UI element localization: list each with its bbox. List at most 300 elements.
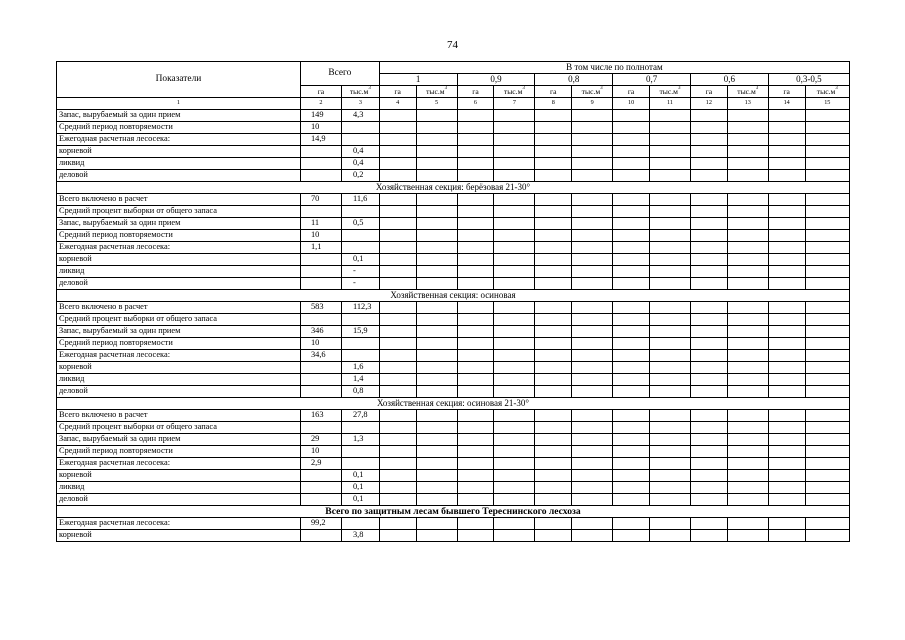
density-cell <box>690 362 727 374</box>
density-cell <box>494 146 535 158</box>
density-cell <box>727 362 768 374</box>
row-label: Запас, вырубаемый за один прием <box>57 218 301 230</box>
density-cell <box>535 266 572 278</box>
density-cell <box>494 338 535 350</box>
density-cell <box>535 206 572 218</box>
density-cell <box>572 266 613 278</box>
density-cell <box>379 494 416 506</box>
density-cell <box>572 170 613 182</box>
density-cell <box>649 110 690 122</box>
total-volume-cell <box>341 242 379 254</box>
density-cell <box>805 470 849 482</box>
density-cell <box>727 422 768 434</box>
table-row <box>57 326 850 338</box>
density-cell <box>494 218 535 230</box>
density-cell <box>649 470 690 482</box>
density-cell <box>494 530 535 542</box>
density-cell <box>690 134 727 146</box>
total-area-cell: 99,2 <box>300 518 341 530</box>
unit-volume-label: тыс.м <box>349 86 369 96</box>
density-cell <box>768 242 805 254</box>
density-cell <box>613 518 650 530</box>
density-cell <box>727 158 768 170</box>
density-cell <box>768 410 805 422</box>
density-cell <box>379 206 416 218</box>
density-cell <box>613 446 650 458</box>
row-label: Всего включено в расчет <box>57 194 301 206</box>
density-cell <box>805 218 849 230</box>
density-cell <box>416 470 457 482</box>
density-header: 0,7 <box>613 74 691 86</box>
density-cell <box>649 278 690 290</box>
table-row <box>57 458 850 470</box>
density-cell <box>690 206 727 218</box>
unit-volume-header <box>727 86 768 98</box>
density-cell <box>416 266 457 278</box>
unit-volume-header <box>341 86 379 98</box>
density-cell <box>768 422 805 434</box>
density-cell <box>379 350 416 362</box>
density-cell <box>649 218 690 230</box>
density-cell <box>494 434 535 446</box>
density-cell <box>416 446 457 458</box>
density-cell <box>690 122 727 134</box>
density-cell <box>768 134 805 146</box>
density-header: 0,6 <box>690 74 768 86</box>
total-volume-cell: 112,3 <box>341 302 379 314</box>
density-cell <box>572 410 613 422</box>
density-cell <box>535 338 572 350</box>
total-volume-cell <box>341 230 379 242</box>
table-body <box>57 110 850 542</box>
density-cell <box>572 146 613 158</box>
column-number: 6 <box>457 98 494 110</box>
column-number: 15 <box>805 98 849 110</box>
density-cell <box>649 134 690 146</box>
density-cell <box>457 278 494 290</box>
row-label: Всего включено в расчет <box>57 410 301 422</box>
density-cell <box>690 470 727 482</box>
density-cell <box>379 266 416 278</box>
total-volume-cell: 0,1 <box>341 254 379 266</box>
density-cell <box>494 470 535 482</box>
density-cell <box>379 446 416 458</box>
unit-volume-header <box>572 86 613 98</box>
density-cell <box>727 446 768 458</box>
density-cell <box>494 410 535 422</box>
unit-volume-superscript: 3 <box>522 85 525 91</box>
density-cell <box>457 482 494 494</box>
density-cell <box>572 362 613 374</box>
density-cell <box>727 458 768 470</box>
row-label: Запас, вырубаемый за один прием <box>57 434 301 446</box>
table-row <box>57 266 850 278</box>
column-number: 11 <box>649 98 690 110</box>
density-cell <box>379 242 416 254</box>
density-cell <box>805 434 849 446</box>
density-cell <box>416 170 457 182</box>
density-cell <box>494 266 535 278</box>
total-area-cell: 149 <box>300 110 341 122</box>
density-cell <box>535 278 572 290</box>
density-cell <box>572 314 613 326</box>
density-cell <box>649 158 690 170</box>
density-cell <box>613 194 650 206</box>
unit-volume-label: тыс.м <box>816 86 836 96</box>
density-cell <box>613 482 650 494</box>
total-volume-cell: 1,4 <box>341 374 379 386</box>
density-cell <box>416 434 457 446</box>
density-header: 0,9 <box>457 74 535 86</box>
density-cell <box>494 122 535 134</box>
density-cell <box>416 122 457 134</box>
density-cell <box>416 386 457 398</box>
density-cell <box>572 458 613 470</box>
density-cell <box>416 218 457 230</box>
density-cell <box>690 278 727 290</box>
density-cell <box>457 194 494 206</box>
density-cell <box>494 278 535 290</box>
density-cell <box>727 518 768 530</box>
density-cell <box>613 410 650 422</box>
total-area-cell <box>300 362 341 374</box>
column-number: 2 <box>300 98 341 110</box>
density-cell <box>613 170 650 182</box>
density-cell <box>727 350 768 362</box>
column-number-row <box>57 98 850 110</box>
density-cell <box>805 350 849 362</box>
unit-volume-header <box>805 86 849 98</box>
total-area-cell: 10 <box>300 230 341 242</box>
row-label: Средний процент выборки от общего запаса <box>57 314 301 326</box>
density-cell <box>416 410 457 422</box>
density-cell <box>690 482 727 494</box>
density-cell <box>494 386 535 398</box>
total-volume-cell <box>341 446 379 458</box>
density-cell <box>416 254 457 266</box>
density-cell <box>727 254 768 266</box>
density-cell <box>649 146 690 158</box>
density-cell <box>457 422 494 434</box>
density-cell <box>457 350 494 362</box>
density-cell <box>457 170 494 182</box>
table-row <box>57 362 850 374</box>
total-area-cell <box>300 494 341 506</box>
density-cell <box>379 230 416 242</box>
density-cell <box>379 158 416 170</box>
density-cell <box>572 206 613 218</box>
density-cell <box>613 434 650 446</box>
density-cell <box>416 326 457 338</box>
total-area-cell <box>300 422 341 434</box>
density-cell <box>572 518 613 530</box>
density-cell <box>379 458 416 470</box>
density-cell <box>690 434 727 446</box>
density-cell <box>613 122 650 134</box>
table-row <box>57 350 850 362</box>
density-cell <box>727 242 768 254</box>
table-row <box>57 134 850 146</box>
total-header: Всего <box>300 62 379 86</box>
density-cell <box>690 374 727 386</box>
density-cell <box>457 374 494 386</box>
density-cell <box>690 530 727 542</box>
density-cell <box>572 338 613 350</box>
table-row <box>57 254 850 266</box>
row-label: Ежегодная расчетная лесосека: <box>57 518 301 530</box>
unit-volume-label: тыс.м <box>659 86 678 96</box>
density-cell <box>494 242 535 254</box>
density-cell <box>649 494 690 506</box>
density-cell <box>805 134 849 146</box>
density-cell <box>727 494 768 506</box>
density-cell <box>727 338 768 350</box>
density-cell <box>535 494 572 506</box>
density-cell <box>535 482 572 494</box>
row-label: корневой <box>57 530 301 542</box>
table-row <box>57 338 850 350</box>
unit-ha-header <box>300 86 341 98</box>
unit-volume-superscript: 3 <box>677 85 681 91</box>
unit-volume-header <box>494 86 535 98</box>
total-area-cell: 10 <box>300 446 341 458</box>
total-volume-cell <box>341 314 379 326</box>
unit-volume-superscript: 3 <box>444 85 448 91</box>
density-cell <box>457 122 494 134</box>
unit-ha-label: га <box>705 86 713 96</box>
row-label: Средний период повторяемости <box>57 122 301 134</box>
density-cell <box>727 374 768 386</box>
table-row <box>57 494 850 506</box>
density-cell <box>457 254 494 266</box>
density-cell <box>572 230 613 242</box>
unit-ha-header <box>690 86 727 98</box>
unit-volume-header <box>649 86 690 98</box>
density-cell <box>805 446 849 458</box>
density-cell <box>416 194 457 206</box>
density-cell <box>805 194 849 206</box>
total-area-cell <box>300 470 341 482</box>
density-cell <box>613 110 650 122</box>
total-area-cell: 34,6 <box>300 350 341 362</box>
total-area-cell <box>300 170 341 182</box>
density-cell <box>805 278 849 290</box>
density-cell <box>379 170 416 182</box>
density-cell <box>690 242 727 254</box>
density-cell <box>649 230 690 242</box>
density-cell <box>805 302 849 314</box>
total-area-cell <box>300 386 341 398</box>
density-cell <box>690 110 727 122</box>
total-area-cell: 163 <box>300 410 341 422</box>
table-row <box>57 518 850 530</box>
density-cell <box>690 230 727 242</box>
table-row <box>57 206 850 218</box>
density-cell <box>494 494 535 506</box>
total-area-cell <box>300 482 341 494</box>
total-volume-cell: 0,1 <box>341 482 379 494</box>
density-cell <box>768 494 805 506</box>
unit-volume-superscript: 3 <box>755 85 759 91</box>
density-cell <box>572 530 613 542</box>
density-cell <box>457 530 494 542</box>
density-cell <box>805 254 849 266</box>
density-cell <box>457 338 494 350</box>
density-cell <box>768 146 805 158</box>
column-number: 1 <box>57 98 301 110</box>
density-cell <box>613 530 650 542</box>
total-volume-cell: - <box>341 266 379 278</box>
density-cell <box>768 482 805 494</box>
density-cell <box>379 530 416 542</box>
density-cell <box>649 446 690 458</box>
table-row <box>57 242 850 254</box>
density-cell <box>379 314 416 326</box>
row-label: Средний процент выборки от общего запаса <box>57 206 301 218</box>
row-label: Запас, вырубаемый за один прием <box>57 326 301 338</box>
density-cell <box>416 482 457 494</box>
column-number: 7 <box>494 98 535 110</box>
total-area-cell <box>300 254 341 266</box>
density-cell <box>613 266 650 278</box>
density-cell <box>727 122 768 134</box>
density-cell <box>379 338 416 350</box>
table-row <box>57 278 850 290</box>
density-cell <box>494 302 535 314</box>
section-title: Хозяйственная секция: осиновая <box>57 290 850 302</box>
column-number: 5 <box>416 98 457 110</box>
density-cell <box>416 278 457 290</box>
density-cell <box>649 374 690 386</box>
density-cell <box>494 374 535 386</box>
total-volume-cell <box>341 422 379 434</box>
density-cell <box>535 230 572 242</box>
density-cell <box>727 278 768 290</box>
indicators-header: Показатели <box>57 62 301 98</box>
density-cell <box>572 302 613 314</box>
density-cell <box>805 242 849 254</box>
density-cell <box>416 518 457 530</box>
total-volume-cell: - <box>341 278 379 290</box>
unit-ha-label: га <box>550 86 557 96</box>
density-cell <box>535 218 572 230</box>
total-volume-cell <box>341 458 379 470</box>
total-volume-cell: 0,8 <box>341 386 379 398</box>
table-row <box>57 374 850 386</box>
density-cell <box>649 518 690 530</box>
density-cell <box>649 122 690 134</box>
table-row <box>57 110 850 122</box>
density-cell <box>535 470 572 482</box>
total-area-cell <box>300 278 341 290</box>
density-cell <box>690 410 727 422</box>
density-cell <box>494 518 535 530</box>
density-cell <box>690 338 727 350</box>
density-cell <box>613 242 650 254</box>
density-cell <box>805 206 849 218</box>
density-cell <box>494 206 535 218</box>
unit-ha-label: га <box>394 86 401 96</box>
density-cell <box>768 374 805 386</box>
density-cell <box>379 134 416 146</box>
table-row <box>57 170 850 182</box>
density-cell <box>768 302 805 314</box>
row-label: корневой <box>57 146 301 158</box>
unit-volume-label: тыс.м <box>737 86 756 96</box>
density-cell <box>572 110 613 122</box>
density-cell <box>805 338 849 350</box>
density-cell <box>572 158 613 170</box>
density-cell <box>649 458 690 470</box>
density-cell <box>457 146 494 158</box>
row-label: деловой <box>57 170 301 182</box>
density-cell <box>613 386 650 398</box>
density-cell <box>613 470 650 482</box>
section-header-row <box>57 506 850 518</box>
density-cell <box>649 170 690 182</box>
density-cell <box>572 326 613 338</box>
density-cell <box>572 350 613 362</box>
density-cell <box>613 314 650 326</box>
density-cell <box>727 482 768 494</box>
density-cell <box>805 110 849 122</box>
density-cell <box>649 422 690 434</box>
density-cell <box>457 410 494 422</box>
total-area-cell <box>300 530 341 542</box>
table-row <box>57 470 850 482</box>
density-cell <box>416 530 457 542</box>
density-cell <box>416 158 457 170</box>
density-header: 0,3-0,5 <box>768 74 849 86</box>
row-label: Средний период повторяемости <box>57 230 301 242</box>
density-cell <box>805 386 849 398</box>
density-cell <box>494 446 535 458</box>
unit-volume-header <box>416 86 457 98</box>
row-label: ликвид <box>57 482 301 494</box>
density-cell <box>379 374 416 386</box>
unit-ha-label: га <box>472 86 479 96</box>
unit-volume-superscript: 3 <box>368 85 371 91</box>
density-cell <box>535 242 572 254</box>
density-cell <box>727 386 768 398</box>
density-cell <box>416 146 457 158</box>
section-header-row <box>57 290 850 302</box>
density-cell <box>613 302 650 314</box>
density-cell <box>690 266 727 278</box>
density-cell <box>613 338 650 350</box>
density-cell <box>416 494 457 506</box>
density-cell <box>805 482 849 494</box>
density-cell <box>572 446 613 458</box>
density-cell <box>535 158 572 170</box>
density-cell <box>379 410 416 422</box>
density-cell <box>727 230 768 242</box>
density-cell <box>457 386 494 398</box>
row-label: ликвид <box>57 374 301 386</box>
table-row <box>57 422 850 434</box>
density-cell <box>727 194 768 206</box>
density-cell <box>727 266 768 278</box>
table-row <box>57 218 850 230</box>
density-cell <box>457 518 494 530</box>
density-cell <box>494 134 535 146</box>
density-cell <box>768 530 805 542</box>
total-area-cell: 583 <box>300 302 341 314</box>
density-cell <box>535 314 572 326</box>
density-cell <box>572 194 613 206</box>
density-cell <box>649 194 690 206</box>
total-volume-cell: 0,4 <box>341 158 379 170</box>
